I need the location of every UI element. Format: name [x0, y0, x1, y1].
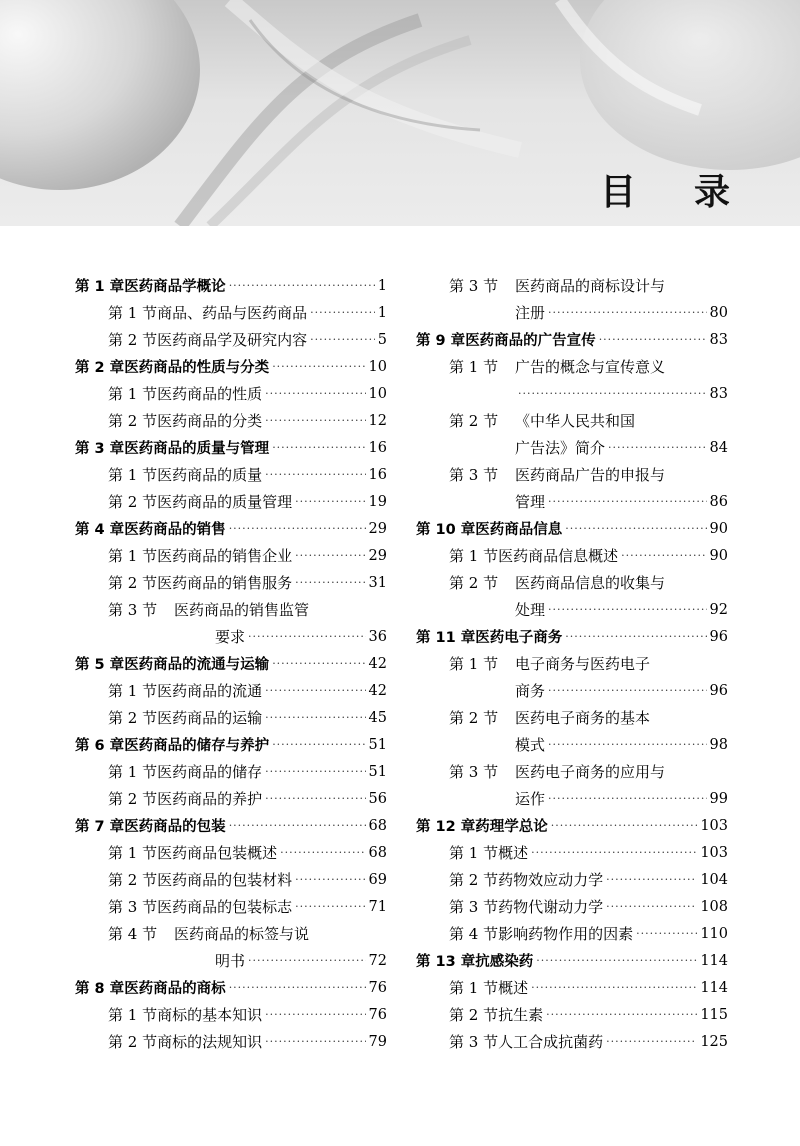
page-title	[600, 164, 730, 215]
toc-entry-number: 第 2 节	[108, 574, 158, 592]
toc-leader-dots	[606, 1035, 697, 1048]
toc-page-number: 36	[368, 628, 387, 645]
toc-leader-dots	[546, 1008, 697, 1021]
toc-leader-dots	[608, 441, 707, 454]
toc-section-entry[interactable]	[416, 785, 728, 812]
toc-page-number: 108	[700, 898, 728, 915]
toc-entry-number: 第 1 节	[108, 1006, 158, 1024]
toc-chapter-entry[interactable]	[75, 434, 387, 461]
toc-entry-number: 第 6 章	[75, 738, 125, 754]
toc-entry-number: 第 1 节	[108, 763, 158, 781]
toc-entry-number: 第 2 节	[108, 331, 158, 349]
toc-page-number: 96	[709, 682, 728, 699]
toc-column-left	[75, 272, 387, 1055]
toc-entry-title: 医药商品的包装	[124, 819, 226, 835]
toc-section-entry[interactable]	[416, 353, 728, 380]
toc-section-entry[interactable]	[75, 785, 387, 812]
toc-entry-number: 第 3 节	[449, 277, 499, 295]
toc-entry-number: 第 2 节	[449, 1006, 499, 1024]
toc-entry-title: 商标的基本知识	[157, 1006, 263, 1024]
toc-section-entry[interactable]	[416, 1028, 728, 1055]
toc-section-entry[interactable]	[416, 920, 728, 947]
toc-leader-dots	[272, 360, 365, 373]
toc-leader-dots	[265, 684, 365, 697]
toc-entry-number: 第 1 章	[75, 279, 125, 295]
toc-chapter-entry[interactable]	[75, 731, 387, 758]
toc-chapter-entry[interactable]	[416, 812, 728, 839]
toc-leader-dots	[229, 819, 366, 832]
toc-page-number: 103	[700, 844, 728, 861]
toc-entry-title: 商品、药品与医药商品	[157, 304, 308, 322]
toc-entry-number: 第 1 节	[108, 547, 158, 565]
toc-section-entry[interactable]	[75, 1028, 387, 1055]
toc-entry-number: 第 3 节	[449, 763, 499, 781]
toc-entry-title: 抗感染药	[475, 954, 534, 970]
toc-page-number: 80	[709, 304, 728, 321]
toc-entry-title: 医药商品信息的收集与	[515, 574, 666, 592]
toc-entry-title: 医药商品的运输	[157, 709, 263, 727]
toc-entry-title: 医药商品的质量管理	[157, 493, 293, 511]
toc-entry-title: 医药商品的储存	[157, 763, 263, 781]
toc-page-number: 115	[700, 1006, 728, 1023]
toc-section-entry[interactable]	[416, 974, 728, 1001]
toc-page-number: 76	[368, 979, 387, 996]
toc-entry-title: 药理学总论	[475, 819, 548, 835]
toc-page-number: 114	[700, 952, 728, 969]
toc-entry-title: 医药商品的销售企业	[157, 547, 293, 565]
toc-page-number: 31	[368, 574, 387, 591]
toc-entry-title: 明书	[215, 952, 246, 970]
toc-leader-dots	[548, 684, 707, 697]
toc-entry-number: 第 12 章	[416, 819, 476, 835]
toc-leader-dots	[548, 495, 707, 508]
toc-page-number: 10	[368, 358, 387, 375]
toc-entry-title: 医药商品的商标	[124, 981, 226, 997]
toc-chapter-entry[interactable]	[416, 326, 728, 353]
toc-section-entry[interactable]	[416, 1001, 728, 1028]
toc-entry-title: 注册	[515, 304, 546, 322]
toc-leader-dots	[272, 657, 365, 670]
toc-entry-number: 第 1 节	[108, 844, 158, 862]
toc-entry-title: 医药商品的性质与分类	[124, 360, 270, 376]
toc-section-entry[interactable]	[416, 569, 728, 596]
toc-entry-title: 医药商品的包装标志	[157, 898, 293, 916]
toc-entry-title: 医药商品学及研究内容	[157, 331, 308, 349]
toc-page-number: 5	[377, 331, 387, 348]
toc-leader-dots	[565, 630, 706, 643]
toc-entry-title: 医药电子商务的应用与	[515, 763, 666, 781]
toc-entry-number: 第 1 节	[108, 466, 158, 484]
toc-page-number: 1	[377, 277, 387, 294]
toc-entry-title: 医药商品的储存与养护	[124, 738, 270, 754]
toc-section-entry[interactable]	[75, 569, 387, 596]
toc-page-number: 51	[368, 736, 387, 753]
toc-section-entry[interactable]	[416, 434, 728, 461]
toc-section-entry[interactable]	[75, 866, 387, 893]
toc-entry-number: 第 3 节	[108, 898, 158, 916]
toc-section-entry[interactable]	[416, 542, 728, 569]
toc-page-number: 68	[368, 844, 387, 861]
toc-chapter-entry[interactable]	[75, 353, 387, 380]
toc-entry-number: 第 1 节	[449, 547, 499, 565]
toc-leader-dots	[548, 603, 707, 616]
toc-section-entry[interactable]	[416, 407, 728, 434]
toc-page-number: 12	[368, 412, 387, 429]
toc-leader-dots	[548, 306, 707, 319]
toc-section-entry[interactable]	[75, 488, 387, 515]
header-banner	[0, 0, 800, 226]
toc-leader-dots	[310, 333, 375, 346]
toc-leader-dots	[565, 522, 706, 535]
toc-entry-number: 第 2 节	[449, 871, 499, 889]
toc-entry-number: 第 10 章	[416, 522, 476, 538]
toc-entry-number: 第 2 节	[449, 709, 499, 727]
toc-leader-dots	[295, 576, 365, 589]
toc-section-entry[interactable]	[416, 893, 728, 920]
toc-entry-title: 模式	[515, 736, 546, 754]
toc-leader-dots	[272, 738, 365, 751]
toc-leader-dots	[265, 1008, 365, 1021]
toc-entry-number: 第 1 节	[449, 655, 499, 673]
toc-page-number: 56	[368, 790, 387, 807]
toc-entry-number: 第 9 章	[416, 333, 466, 349]
toc-page-number: 99	[709, 790, 728, 807]
toc-entry-number: 第 1 节	[449, 844, 499, 862]
toc-entry-title: 医药商品的养护	[157, 790, 263, 808]
toc-section-entry[interactable]	[416, 272, 728, 299]
toc-entry-number: 第 5 章	[75, 657, 125, 673]
toc-entry-title: 医药电子商务的基本	[515, 709, 651, 727]
toc-entry-title: 抗生素	[498, 1006, 544, 1024]
toc-entry-number: 第 3 节	[449, 1033, 499, 1051]
toc-leader-dots	[272, 441, 365, 454]
toc-section-entry[interactable]	[75, 839, 387, 866]
toc-entry-number: 第 3 章	[75, 441, 125, 457]
toc-entry-title: 人工合成抗菌药	[498, 1033, 604, 1051]
toc-section-entry[interactable]	[416, 866, 728, 893]
toc-page-number: 69	[368, 871, 387, 888]
toc-entry-title: 运作	[515, 790, 546, 808]
toc-section-entry[interactable]	[75, 461, 387, 488]
toc-section-entry[interactable]	[75, 623, 387, 650]
toc-entry-title: 管理	[515, 493, 546, 511]
toc-entry-number: 第 4 节	[108, 925, 158, 943]
toc-entry-title: 概述	[498, 979, 529, 997]
toc-entry-title: 广告的概念与宣传意义	[515, 358, 666, 376]
toc-section-entry[interactable]	[416, 596, 728, 623]
toc-section-entry[interactable]	[416, 758, 728, 785]
toc-entry-number: 第 11 章	[416, 630, 476, 646]
toc-entry-title: 医药商品的广告宣传	[465, 333, 596, 349]
toc-page-number: 42	[368, 682, 387, 699]
toc-entry-number: 第 2 节	[108, 412, 158, 430]
toc-section-entry[interactable]	[416, 380, 728, 407]
toc-section-entry[interactable]	[75, 704, 387, 731]
toc-entry-title: 医药商品的销售监管	[174, 601, 310, 619]
toc-chapter-entry[interactable]	[75, 974, 387, 1001]
toc-section-entry[interactable]	[416, 731, 728, 758]
title-char-right: 录	[693, 172, 730, 213]
toc-leader-dots	[280, 846, 365, 859]
toc-section-entry[interactable]	[416, 650, 728, 677]
toc-section-entry[interactable]	[416, 488, 728, 515]
toc-page-number: 96	[709, 628, 728, 645]
toc-page-number: 68	[368, 817, 387, 834]
toc-section-entry[interactable]	[75, 407, 387, 434]
toc-page-number: 79	[368, 1033, 387, 1050]
toc-chapter-entry[interactable]	[75, 812, 387, 839]
toc-entry-number: 第 2 节	[108, 790, 158, 808]
title-char-left: 目	[600, 172, 637, 213]
toc-section-entry[interactable]	[75, 299, 387, 326]
toc-leader-dots	[531, 846, 697, 859]
toc-chapter-entry[interactable]	[75, 272, 387, 299]
toc-entry-title: 医药商品广告的申报与	[515, 466, 666, 484]
toc-page-number: 72	[368, 952, 387, 969]
toc-page-number: 90	[709, 547, 728, 564]
toc-page-number: 90	[709, 520, 728, 537]
toc-entry-title: 广告法》简介	[515, 439, 606, 457]
toc-leader-dots	[248, 630, 366, 643]
toc-entry-number: 第 2 节	[108, 871, 158, 889]
toc-section-entry[interactable]	[75, 947, 387, 974]
toc-entry-number: 第 4 章	[75, 522, 125, 538]
toc-page-number: 86	[709, 493, 728, 510]
toc-section-entry[interactable]	[75, 758, 387, 785]
toc-chapter-entry[interactable]	[75, 515, 387, 542]
toc-leader-dots	[606, 900, 697, 913]
toc-section-entry[interactable]	[75, 596, 387, 623]
toc-column-right	[416, 272, 728, 1055]
toc-entry-number: 第 3 节	[449, 898, 499, 916]
toc-leader-dots	[265, 468, 365, 481]
toc-entry-number: 第 2 节	[108, 493, 158, 511]
toc-chapter-entry[interactable]	[75, 650, 387, 677]
toc-entry-number: 第 4 节	[449, 925, 499, 943]
toc-page-number: 42	[368, 655, 387, 672]
toc-entry-title: 处理	[515, 601, 546, 619]
toc-page-number: 98	[709, 736, 728, 753]
toc-page-number: 125	[700, 1033, 728, 1050]
toc-entry-title: 医药商品的流通	[157, 682, 263, 700]
toc-section-entry[interactable]	[75, 893, 387, 920]
toc-page-number: 19	[368, 493, 387, 510]
toc-entry-title: 医药电子商务	[475, 630, 563, 646]
toc-leader-dots	[265, 1035, 365, 1048]
toc-section-entry[interactable]	[75, 920, 387, 947]
toc-leader-dots	[536, 954, 697, 967]
toc-entry-title: 商务	[515, 682, 546, 700]
toc-entry-number: 第 2 节	[108, 709, 158, 727]
toc-entry-title: 医药商品的性质	[157, 385, 263, 403]
toc-entry-title: 医药商品的质量与管理	[124, 441, 270, 457]
toc-section-entry[interactable]	[416, 677, 728, 704]
toc-entry-number: 第 7 章	[75, 819, 125, 835]
toc-entry-number: 第 1 节	[108, 682, 158, 700]
toc-page-number: 29	[368, 547, 387, 564]
toc-entry-title: 医药商品的商标设计与	[515, 277, 666, 295]
toc-leader-dots	[518, 387, 707, 400]
toc-leader-dots	[295, 873, 365, 886]
toc-section-entry[interactable]	[416, 299, 728, 326]
toc-entry-number: 第 3 节	[449, 466, 499, 484]
toc-entry-number: 第 2 节	[108, 1033, 158, 1051]
toc-page-number: 103	[700, 817, 728, 834]
toc-leader-dots	[229, 981, 366, 994]
toc-section-entry[interactable]	[75, 326, 387, 353]
toc-leader-dots	[265, 414, 365, 427]
toc-leader-dots	[295, 549, 365, 562]
toc-page-number: 10	[368, 385, 387, 402]
toc-entry-title: 医药商品的质量	[157, 466, 263, 484]
toc-page-number: 83	[709, 385, 728, 402]
toc-entry-number: 第 1 节	[108, 304, 158, 322]
toc-leader-dots	[531, 981, 697, 994]
toc-entry-title: 医药商品的销售	[124, 522, 226, 538]
toc-leader-dots	[265, 792, 365, 805]
toc-page-number: 84	[709, 439, 728, 456]
toc-entry-title: 药物效应动力学	[498, 871, 604, 889]
toc-section-entry[interactable]	[416, 461, 728, 488]
toc-page-number: 45	[368, 709, 387, 726]
toc-leader-dots	[548, 792, 707, 805]
toc-page-number: 29	[368, 520, 387, 537]
toc-entry-number: 第 3 节	[108, 601, 158, 619]
toc-entry-title: 医药商品信息概述	[498, 547, 619, 565]
toc-leader-dots	[295, 900, 365, 913]
toc-entry-title: 医药商品的流通与运输	[124, 657, 270, 673]
toc-entry-number: 第 8 章	[75, 981, 125, 997]
toc-entry-title: 医药商品的分类	[157, 412, 263, 430]
toc-entry-title: 医药商品信息	[475, 522, 563, 538]
toc-entry-number: 第 1 节	[449, 358, 499, 376]
toc-leader-dots	[229, 279, 375, 292]
toc-page-number: 110	[700, 925, 728, 942]
toc-leader-dots	[295, 495, 365, 508]
toc-entry-number: 第 13 章	[416, 954, 476, 970]
toc-entry-title: 《中华人民共和国	[515, 412, 636, 430]
toc-leader-dots	[548, 738, 707, 751]
toc-section-entry[interactable]	[75, 1001, 387, 1028]
toc-entry-title: 电子商务与医药电子	[515, 655, 651, 673]
toc-entry-number: 第 2 节	[449, 574, 499, 592]
toc-page-number: 76	[368, 1006, 387, 1023]
toc-leader-dots	[310, 306, 375, 319]
toc-entry-number: 第 2 章	[75, 360, 125, 376]
toc-entry-number: 第 2 节	[449, 412, 499, 430]
toc-entry-title: 药物代谢动力学	[498, 898, 604, 916]
toc-entry-number: 第 1 节	[449, 979, 499, 997]
toc-leader-dots	[265, 711, 365, 724]
toc-section-entry[interactable]	[75, 380, 387, 407]
toc-entry-title: 医药商品学概论	[124, 279, 226, 295]
toc-page-number: 92	[709, 601, 728, 618]
toc-page-number: 51	[368, 763, 387, 780]
toc-section-entry[interactable]	[416, 704, 728, 731]
toc-leader-dots	[265, 387, 365, 400]
toc-section-entry[interactable]	[75, 677, 387, 704]
toc-section-entry[interactable]	[75, 542, 387, 569]
toc-leader-dots	[621, 549, 706, 562]
toc-chapter-entry[interactable]	[416, 947, 728, 974]
toc-section-entry[interactable]	[416, 839, 728, 866]
toc-entry-title: 概述	[498, 844, 529, 862]
toc-entry-title: 影响药物作用的因素	[498, 925, 634, 943]
toc-leader-dots	[551, 819, 698, 832]
toc-page-number: 71	[368, 898, 387, 915]
toc-page-number: 16	[368, 466, 387, 483]
toc-page-number: 16	[368, 439, 387, 456]
toc-page-number: 1	[377, 304, 387, 321]
toc-page-number: 114	[700, 979, 728, 996]
toc-leader-dots	[599, 333, 707, 346]
toc-leader-dots	[636, 927, 697, 940]
toc-chapter-entry[interactable]	[416, 623, 728, 650]
toc-leader-dots	[248, 954, 366, 967]
toc-chapter-entry[interactable]	[416, 515, 728, 542]
toc-entry-number: 第 1 节	[108, 385, 158, 403]
toc-entry-title: 医药商品的销售服务	[157, 574, 293, 592]
toc-entry-title: 医药商品的包装材料	[157, 871, 293, 889]
toc-entry-title: 医药商品的标签与说	[174, 925, 310, 943]
toc-entry-title: 要求	[215, 628, 246, 646]
toc-page-number: 104	[700, 871, 728, 888]
toc-leader-dots	[229, 522, 366, 535]
toc-leader-dots	[606, 873, 697, 886]
toc-entry-title: 医药商品包装概述	[157, 844, 278, 862]
toc-page-number: 83	[709, 331, 728, 348]
toc-entry-title: 商标的法规知识	[157, 1033, 263, 1051]
toc-leader-dots	[265, 765, 365, 778]
